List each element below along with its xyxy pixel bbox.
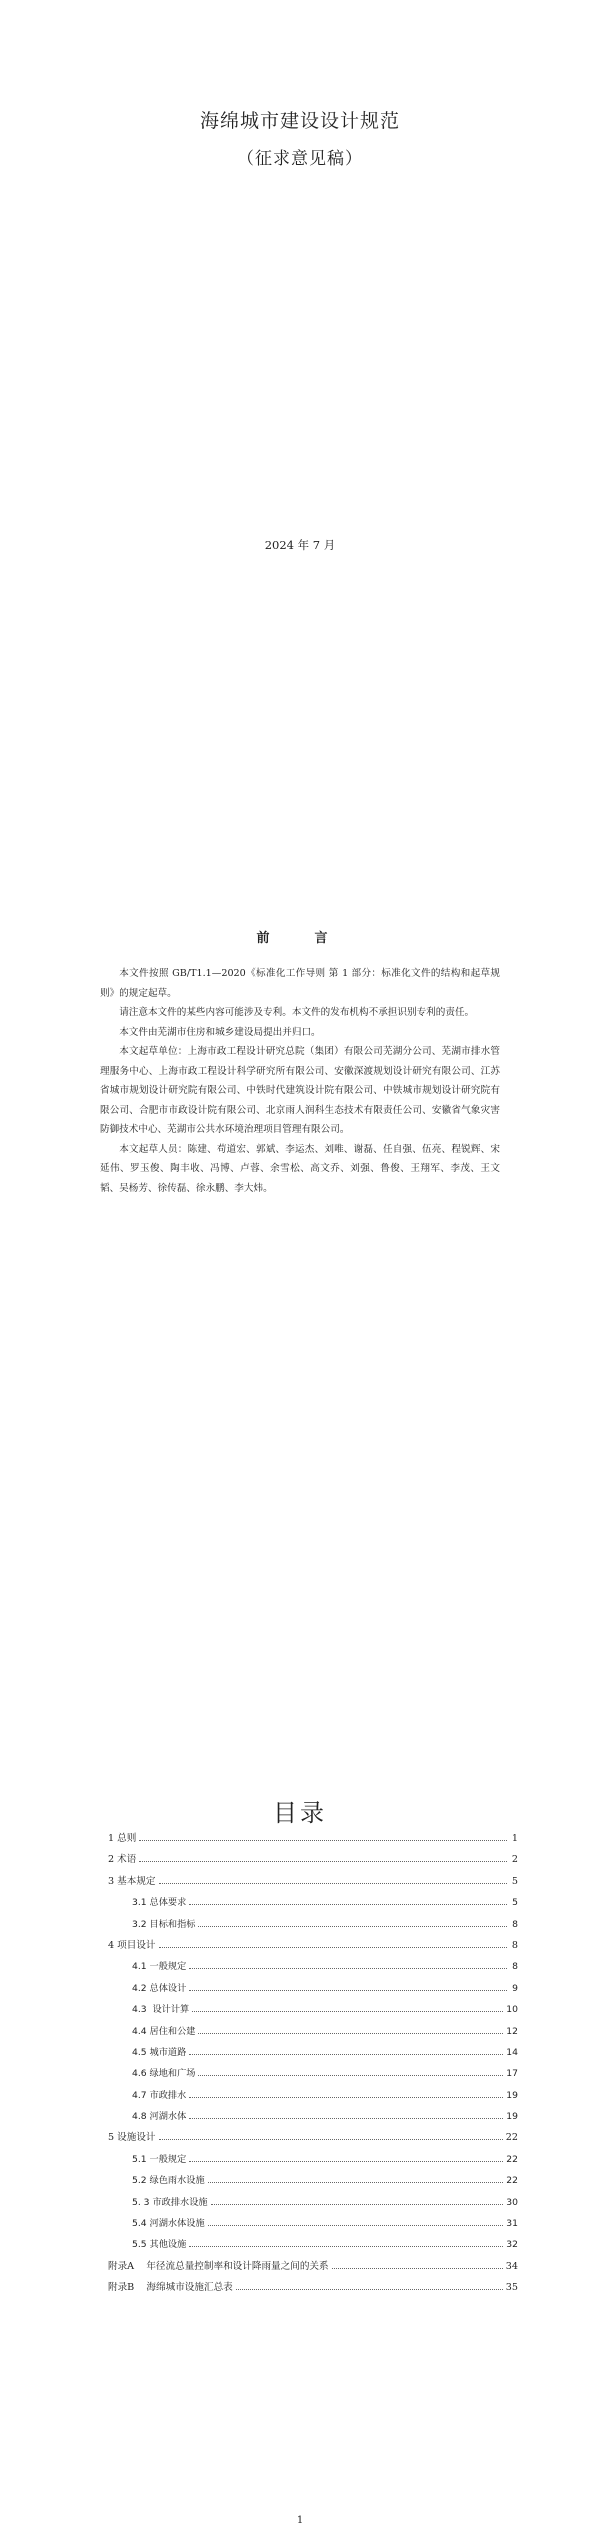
toc-entry-label: 4.3 设计计算: [132, 2004, 190, 2016]
toc-leader-dots: [159, 1883, 507, 1884]
toc-entry-label: 4 项目设计: [108, 1939, 156, 1951]
toc-entry[interactable]: [108, 2172, 518, 2193]
cover-title: 海绵城市建设设计规范: [199, 110, 400, 132]
toc-entry-page: 19: [506, 2089, 518, 2101]
toc-entry-label: 1 总则: [108, 1833, 137, 1844]
toc-entry-label: 3.1 总体要求: [132, 1897, 187, 1909]
toc-leader-dots: [139, 1840, 507, 1841]
toc-leader-dots: [236, 2289, 503, 2290]
toc-entry[interactable]: [108, 2194, 518, 2215]
toc-entry-label: 5.5 其他设施: [132, 2239, 187, 2251]
toc-leader-dots: [192, 2011, 503, 2012]
toc-entry[interactable]: [108, 1894, 518, 1915]
toc-leader-dots: [189, 2054, 503, 2055]
toc-entry[interactable]: [108, 2087, 518, 2108]
toc-entry[interactable]: [108, 2129, 518, 2150]
toc-entry-label: 3.2 目标和指标: [132, 1918, 196, 1930]
toc-entry[interactable]: [108, 1873, 518, 1894]
toc-entry-page: 8: [512, 1918, 518, 1930]
foreword-paragraph: 本文件由芜湖市住房和城乡建设局提出并归口。: [119, 1026, 321, 1038]
toc-entry[interactable]: [108, 2044, 518, 2065]
toc-entry[interactable]: [108, 1830, 518, 1851]
toc-leader-dots: [189, 1968, 507, 1969]
toc-entry[interactable]: [108, 1851, 518, 1872]
toc-entry-label: 附录B 海绵城市设施汇总表: [108, 2282, 233, 2294]
toc-leader-dots: [332, 2268, 503, 2269]
toc-entry-page: 32: [506, 2239, 518, 2251]
toc-entry-label: 5 设施设计: [108, 2132, 156, 2144]
toc-entry-label: 5.4 河湖水体设施: [132, 2218, 205, 2230]
toc-entry-page: 10: [506, 2004, 518, 2016]
toc-leader-dots: [211, 2204, 504, 2205]
toc-entry-label: 4.8 河湖水体: [132, 2111, 187, 2123]
toc-leader-dots: [189, 2118, 503, 2119]
toc-entry-page: 17: [506, 2068, 518, 2080]
toc-leader-dots: [198, 1926, 507, 1927]
toc-leader-dots: [189, 1990, 507, 1991]
toc-entry-label: 4.4 居住和公建: [132, 2025, 196, 2037]
toc-entry-label: 2 术语: [108, 1854, 137, 1866]
foreword-paragraph: 本文起草单位：上海市政工程设计研究总院（集团）有限公司芜湖分公司、芜湖市排水管理服务中心、上海市政工程设计科学研究所有限公司、安徽深渡规划设计研究有限公司、江苏省城市规划设计研究院有限公司、中铁时代建筑设计院有限公司、中铁城市规划设计研究院有限公司、合肥市市政设计院有限公司、北京雨人润科生态技术有限责任公司、安徽省气象灾害防御技术中心、芜湖市公共水环境治理项目管理有限公司。: [100, 1046, 500, 1135]
toc-entry-page: 30: [506, 2196, 518, 2208]
toc-entry-page: 22: [506, 2153, 518, 2165]
toc-entry-page: 5: [512, 1897, 518, 1909]
foreword-paragraph: 请注意本文件的某些内容可能涉及专利。本文件的发布机构不承担识别专利的责任。: [119, 1007, 475, 1018]
foreword-paragraph: 本文件按照 GB/T1.1—2020《标准化工作导则 第 1 部分：标准化文件的结构和起草规则》的规定起草。: [100, 968, 500, 999]
toc-entry-page: 34: [505, 2260, 518, 2272]
toc-entry[interactable]: [108, 2258, 518, 2279]
toc-entry-label: 3 基本规定: [108, 1875, 156, 1887]
foreword-paragraph: 本文起草人员：陈建、苟道宏、郭斌、李运杰、刘唯、谢磊、任自强、伍亮、程锐辉、宋延伟、罗玉俊、陶丰收、冯博、卢蓉、余雪松、高文乔、刘强、鲁俊、王翔军、李茂、王文韬、吴杨芳、徐传磊、徐永鹏、李大炜。: [100, 1143, 500, 1194]
toc-leader-dots: [159, 2139, 503, 2140]
toc-entry-page: 8: [511, 1939, 518, 1951]
toc-entry-page: 19: [506, 2111, 518, 2123]
toc-leader-dots: [198, 2033, 503, 2034]
toc-leader-dots: [208, 2225, 504, 2226]
toc-leader-dots: [189, 1904, 507, 1905]
toc-entry[interactable]: [108, 2215, 518, 2236]
toc-entry[interactable]: [108, 2065, 518, 2086]
toc-leader-dots: [189, 2097, 503, 2098]
toc-entry[interactable]: [108, 2108, 518, 2129]
toc-entry-page: 35: [505, 2282, 518, 2294]
cover-date: 2024 年 7 月: [264, 538, 336, 552]
toc-title: 目录: [273, 1799, 327, 1827]
toc-entry-label: 5. 3 市政排水设施: [132, 2196, 208, 2208]
toc-entry-page: 22: [505, 2132, 518, 2144]
toc-entry-page: 1: [511, 1833, 518, 1844]
toc-entry[interactable]: [108, 2001, 518, 2022]
toc-entry[interactable]: [108, 1937, 518, 1958]
toc-entry-page: 5: [511, 1875, 518, 1887]
toc-leader-dots: [139, 1861, 507, 1862]
toc-entry[interactable]: [108, 1980, 518, 2001]
foreword-title: 前 言: [256, 931, 344, 946]
toc-entry-page: 8: [512, 1961, 518, 1973]
toc-entry-label: 5.1 一般规定: [132, 2153, 187, 2165]
toc-leader-dots: [159, 1947, 507, 1948]
toc-entry[interactable]: [108, 2279, 518, 2300]
toc-entry[interactable]: [108, 1916, 518, 1937]
toc-entry-page: 22: [506, 2175, 518, 2187]
toc-entry[interactable]: [108, 2236, 518, 2257]
cover-subtitle: （征求意见稿）: [237, 149, 363, 169]
toc-entry-page: 12: [506, 2025, 518, 2037]
toc-entry-page: 9: [512, 1982, 518, 1994]
toc-entry[interactable]: [108, 2151, 518, 2172]
toc-entry[interactable]: [108, 2023, 518, 2044]
table-of-contents: [108, 1830, 518, 2301]
toc-entry-label: 5.2 绿色雨水设施: [132, 2175, 205, 2187]
toc-entry-page: 2: [511, 1854, 518, 1866]
page-number: 1: [296, 2515, 304, 2526]
toc-entry-page: 31: [506, 2218, 518, 2230]
toc-entry[interactable]: [108, 1958, 518, 1979]
toc-entry-page: 14: [506, 2046, 518, 2058]
toc-entry-label: 4.7 市政排水: [132, 2089, 187, 2101]
toc-entry-label: 4.2 总体设计: [132, 1982, 187, 1994]
toc-leader-dots: [189, 2161, 503, 2162]
toc-entry-label: 附录A 年径流总量控制率和设计降雨量之间的关系: [108, 2260, 329, 2272]
toc-leader-dots: [208, 2182, 504, 2183]
toc-entry-label: 4.1 一般规定: [132, 1961, 187, 1973]
toc-leader-dots: [198, 2075, 503, 2076]
toc-leader-dots: [189, 2246, 503, 2247]
foreword-section: [100, 927, 500, 1198]
toc-entry-label: 4.5 城市道路: [132, 2046, 187, 2058]
toc-entry-label: 4.6 绿地和广场: [132, 2068, 196, 2080]
